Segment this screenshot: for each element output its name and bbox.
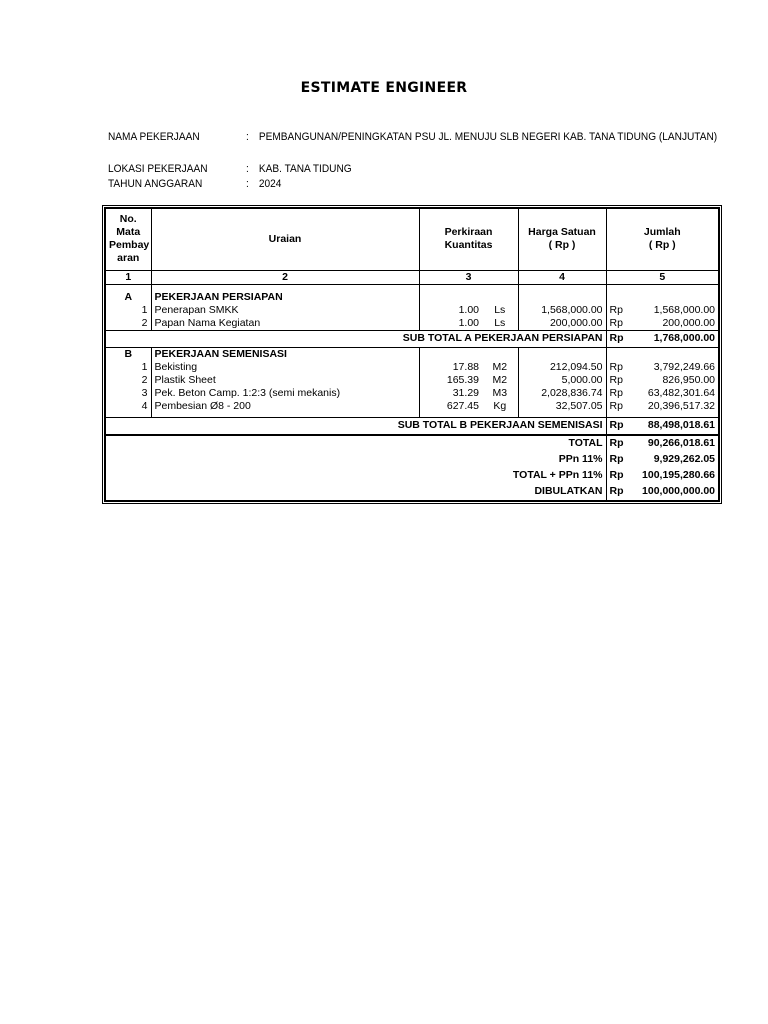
item-price: 2,028,836.74 [518,387,606,400]
item-no: 1 [105,304,151,317]
item-total: 1,568,000.00 [630,304,719,317]
info-label: NAMA PEKERJAAN [108,131,200,143]
info-row-lokasi-pekerjaan [108,163,352,175]
table-row [105,361,719,374]
dibulatkan-row [105,484,719,501]
col-number: 3 [419,270,518,284]
section-name: PEKERJAAN SEMENISASI [151,347,419,361]
page-title: ESTIMATE ENGINEER [300,80,468,96]
section-code: A [105,291,151,304]
table-row [105,304,719,317]
info-label: TAHUN ANGGARAN [108,178,203,190]
total-label: TOTAL [105,435,606,452]
item-unit: Ls [482,317,518,331]
header-harga-satuan: Harga Satuan ( Rp ) [518,208,606,270]
total-ppn-label: TOTAL + PPn 11% [105,468,606,484]
item-unit: Kg [482,400,518,413]
col-number: 1 [105,270,151,284]
item-desc: Plastik Sheet [151,374,419,387]
currency: Rp [606,484,630,501]
section-code: B [105,347,151,361]
dibulatkan-value: 100,000,000.00 [630,484,719,501]
item-price: 1,568,000.00 [518,304,606,317]
info-value: 2024 [258,178,282,190]
item-total: 3,792,249.66 [630,361,719,374]
header-kuantitas: Perkiraan Kuantitas [419,208,518,270]
subtotal-row-a [105,330,719,347]
currency: Rp [606,452,630,468]
item-desc: Pek. Beton Camp. 1:2:3 (semi mekanis) [151,387,419,400]
item-no: 2 [105,374,151,387]
total-row [105,435,719,452]
item-no: 3 [105,387,151,400]
col-number: 2 [151,270,419,284]
total-value: 90,266,018.61 [630,435,719,452]
currency: Rp [606,468,630,484]
col-number: 4 [518,270,606,284]
item-price: 5,000.00 [518,374,606,387]
currency: Rp [606,435,630,452]
section-name: PEKERJAAN PERSIAPAN [151,291,419,304]
info-row-nama-pekerjaan [108,131,717,143]
dibulatkan-label: DIBULATKAN [105,484,606,501]
column-number-row [105,270,719,284]
header-jumlah: Jumlah ( Rp ) [606,208,719,270]
currency: Rp [606,317,630,331]
info-separator: : [246,178,249,190]
info-value: PEMBANGUNAN/PENINGKATAN PSU JL. MENUJU SLB NEGERI KAB. TANA TIDUNG (LANJUTAN) [258,131,718,143]
currency: Rp [606,417,630,435]
item-desc: Papan Nama Kegiatan [151,317,419,331]
ppn-row [105,452,719,468]
item-total: 20,396,517.32 [630,400,719,413]
ppn-label: PPn 11% [105,452,606,468]
ppn-value: 9,929,262.05 [630,452,719,468]
item-qty: 1.00 [419,304,482,317]
currency: Rp [606,304,630,317]
item-desc: Pembesian Ø8 - 200 [151,400,419,413]
currency: Rp [606,387,630,400]
table-header-row [105,208,719,270]
col-number: 5 [606,270,719,284]
currency: Rp [606,374,630,387]
item-qty: 627.45 [419,400,482,413]
info-separator: : [246,131,249,143]
item-total: 826,950.00 [630,374,719,387]
item-desc: Bekisting [151,361,419,374]
item-no: 2 [105,317,151,331]
item-qty: 17.88 [419,361,482,374]
item-unit: M3 [482,387,518,400]
table-row [105,317,719,331]
item-qty: 1.00 [419,317,482,331]
subtotal-value: 88,498,018.61 [630,417,719,435]
info-label: LOKASI PEKERJAAN [108,163,208,175]
total-ppn-value: 100,195,280.66 [630,468,719,484]
item-no: 4 [105,400,151,413]
estimate-table [104,207,720,502]
currency: Rp [606,361,630,374]
info-value: KAB. TANA TIDUNG [258,163,352,175]
item-total: 63,482,301.64 [630,387,719,400]
table-row [105,374,719,387]
table-row [105,400,719,413]
subtotal-label: SUB TOTAL A PEKERJAAN PERSIAPAN [105,330,606,347]
item-unit: Ls [482,304,518,317]
item-price: 32,507.05 [518,400,606,413]
header-no: No. Mata Pembay aran [105,208,151,270]
currency: Rp [606,330,630,347]
section-row-b [105,347,719,361]
subtotal-label: SUB TOTAL B PEKERJAAN SEMENISASI [105,417,606,435]
table-row [105,387,719,400]
subtotal-value: 1,768,000.00 [630,330,719,347]
item-desc: Penerapan SMKK [151,304,419,317]
item-qty: 31.29 [419,387,482,400]
info-row-tahun-anggaran [108,178,281,190]
info-separator: : [246,163,249,175]
total-ppn-row [105,468,719,484]
item-price: 200,000.00 [518,317,606,331]
header-uraian: Uraian [151,208,419,270]
item-unit: M2 [482,361,518,374]
subtotal-row-b [105,417,719,435]
section-row-a [105,291,719,304]
currency: Rp [606,400,630,413]
item-total: 200,000.00 [630,317,719,331]
item-price: 212,094.50 [518,361,606,374]
item-no: 1 [105,361,151,374]
item-unit: M2 [482,374,518,387]
item-qty: 165.39 [419,374,482,387]
